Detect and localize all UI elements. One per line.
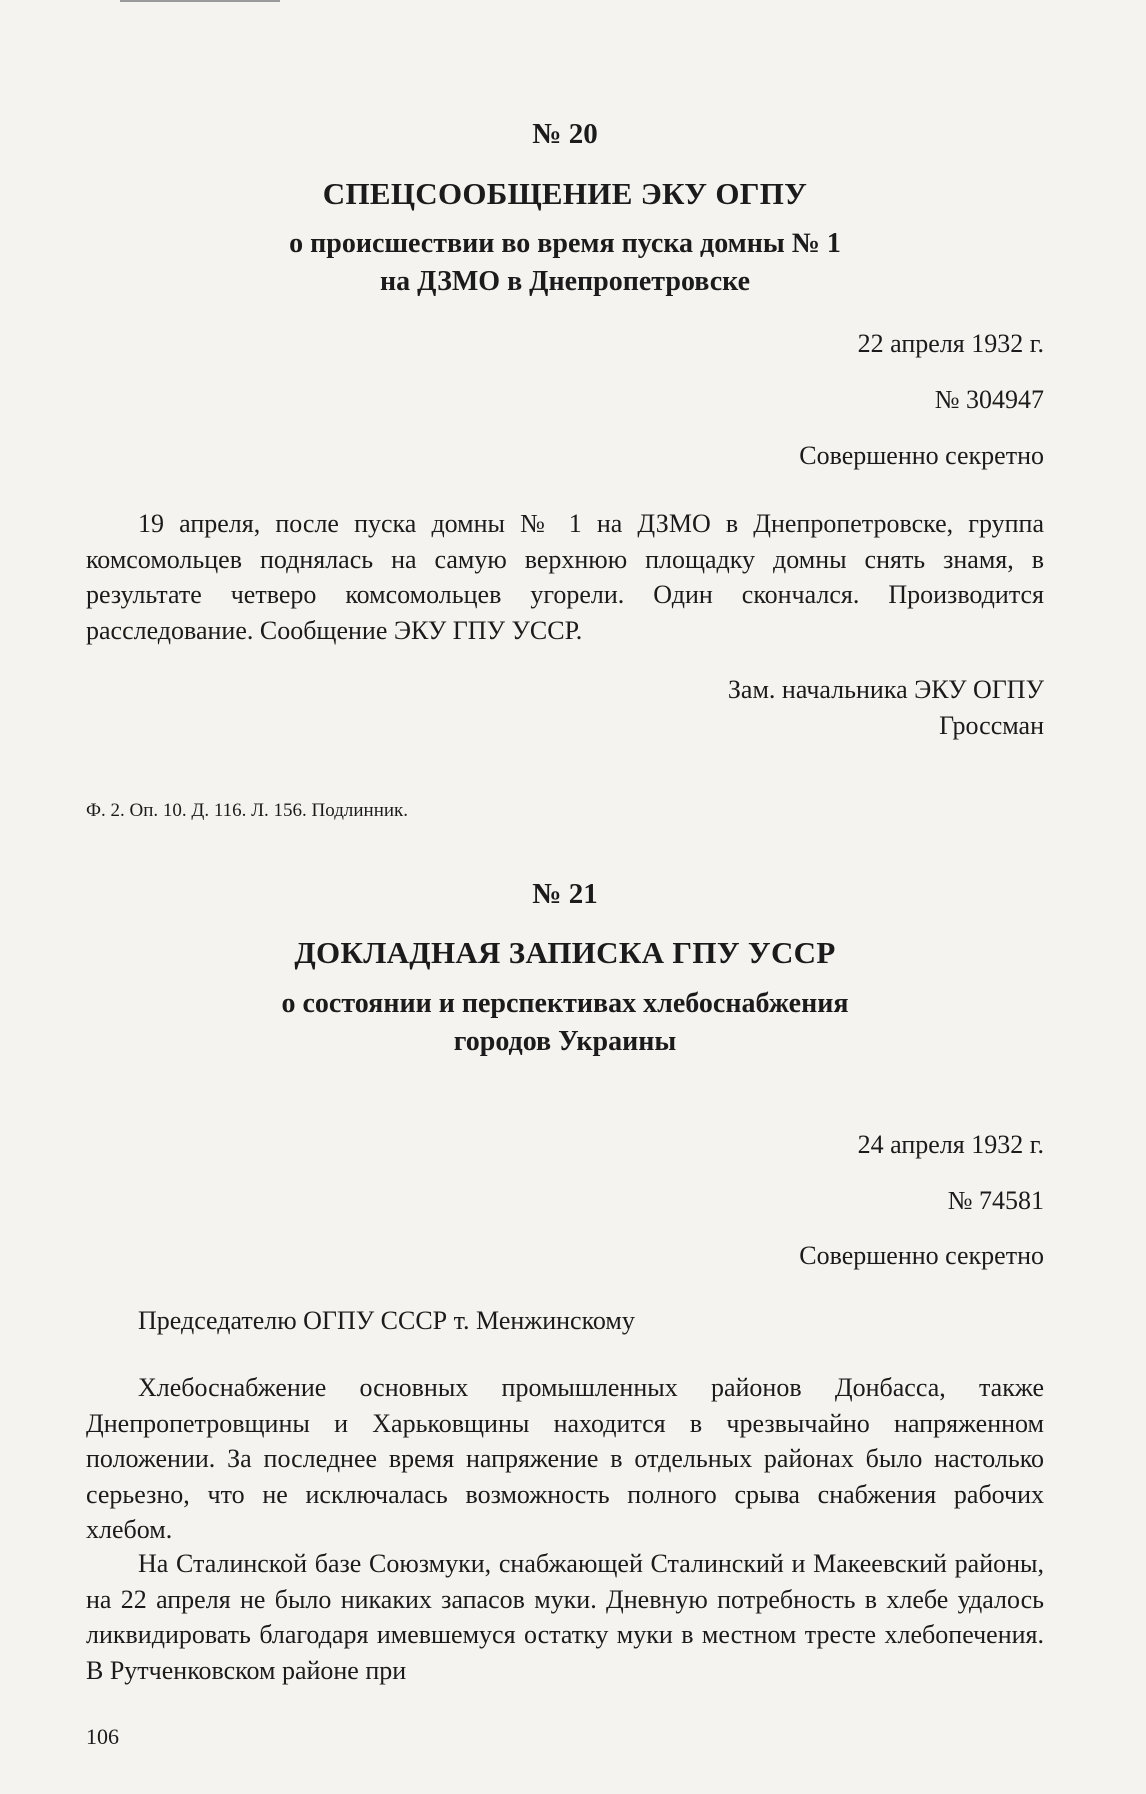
doc20-signature-title: Зам. начальника ЭКУ ОГПУ [727,675,1044,704]
doc20-subtitle-line1: о происшествии во время пуска домны № 1 [289,228,841,259]
doc20-date: 22 апреля 1932 г. [857,329,1044,358]
doc20-archive-ref: Ф. 2. Оп. 10. Д. 116. Л. 156. Подлинник. [86,800,409,821]
doc21-title: ДОКЛАДНАЯ ЗАПИСКА ГПУ УССР [294,935,836,970]
doc21-reg-number: № 74581 [947,1186,1044,1215]
doc21-paragraph-1: Хлебоснабжение основных промышленных районов Донбасса, также Днепропетровщины и Харьковщины находится в чрезвычайно напряженном положении. За последнее время напряжение в отдельных районах было настолько серьезно, что не исключалась возможность полного срыва снабжения рабочих хлебом. [86,1373,1044,1544]
doc21-addressee: Председателю ОГПУ СССР т. Менжинскому [138,1306,635,1335]
doc21-subtitle [86,985,1044,1061]
doc20-number: № 20 [532,118,598,150]
doc20-body: 19 апреля, после пуска домны № 1 на ДЗМО в Днепропетровске, группа комсомольцев поднялась на самую верхнюю площадку домны снять знамя, в результате четверо комсомольцев угорели. Один скончался. Производится расследование. Сообщение ЭКУ ГПУ УССР. [86,509,1044,645]
doc21-subtitle-line1: о состоянии и перспективах хлебоснабжения [281,988,849,1019]
doc20-title: СПЕЦСООБЩЕНИЕ ЭКУ ОГПУ [322,176,808,211]
scan-edge-mark [120,0,280,2]
doc20-classification: Совершенно секретно [799,441,1044,470]
doc21-subtitle-line2: городов Украины [453,1026,677,1057]
doc20-reg-number: № 304947 [934,385,1044,414]
doc20-signature-name: Гроссман [939,711,1044,740]
doc21-classification: Совершенно секретно [799,1241,1044,1270]
doc21-date: 24 апреля 1932 г. [857,1130,1044,1159]
doc20-subtitle [86,225,1044,301]
doc21-number: № 21 [532,878,598,910]
doc21-paragraph-2: На Сталинской базе Союзмуки, снабжающей Сталинский и Макеевский районы, на 22 апреля не было никаких запасов муки. Дневную потребность в хлебе удалось ликвидировать благодаря имевшемуся остатку муки в местном тресте хлебопечения. В Рутченковском районе при [86,1549,1044,1685]
page-number: 106 [86,1724,119,1749]
doc20-subtitle-line2: на ДЗМО в Днепропетровске [379,266,750,297]
